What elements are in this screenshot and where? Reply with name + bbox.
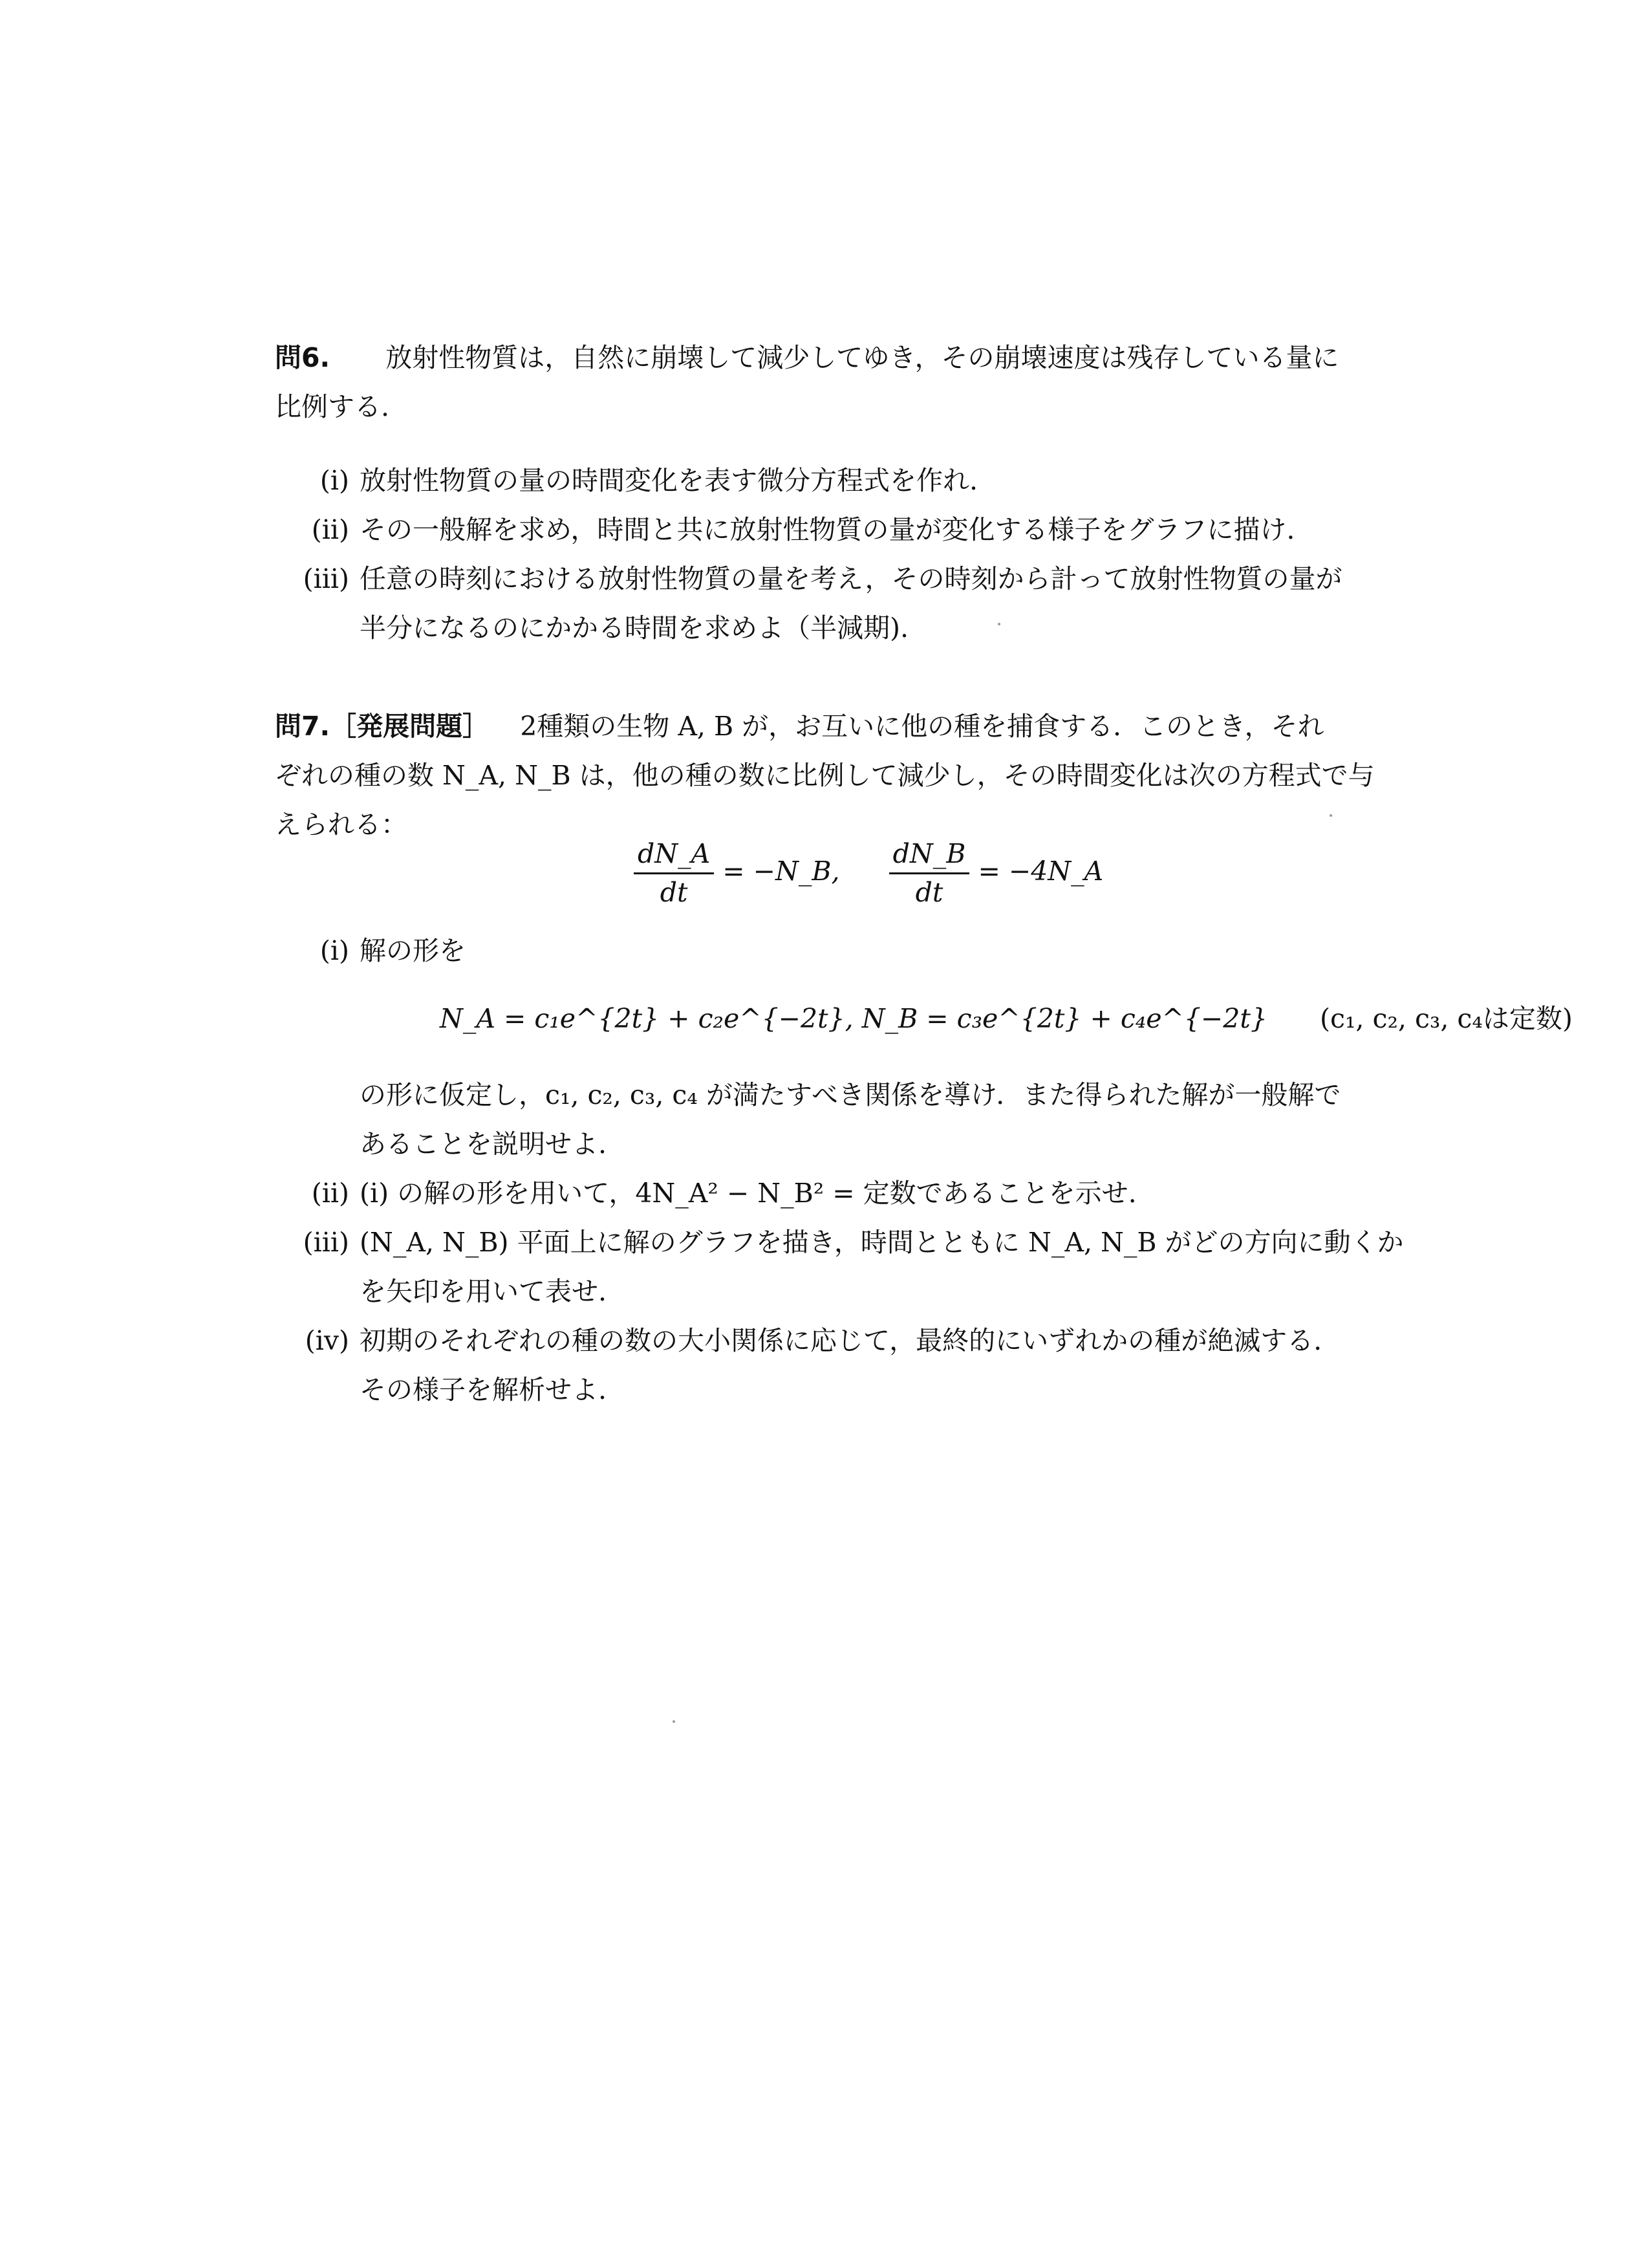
q7-solution-eq: N_A = c₁e^{2t} + c₂e^{−2t}, N_B = c₃e^{2t} + c₄e^{−2t}: [440, 1003, 1267, 1034]
q7-item-ii-num: (ii): [311, 1178, 349, 1209]
q7-solution-line: [440, 1003, 1573, 1034]
q7-solution-note: (c₁, c₂, c₃, c₄は定数): [1320, 1003, 1573, 1034]
q7-item-iii-num: (iii): [303, 1227, 349, 1258]
q7-first-line: [275, 713, 1324, 740]
q7-item-i-after-2: あることを説明せよ.: [360, 1129, 607, 1160]
eq2-numerator: dN_B: [889, 841, 970, 874]
eq1-fraction: [634, 838, 714, 908]
q6-item-ii: [281, 514, 1295, 545]
q6-label: 問6.: [275, 342, 330, 373]
q6-item-iii-cont: 半分になるのにかかる時間を求めよ（半減期).: [360, 612, 909, 643]
q6-item-ii-num: (ii): [311, 514, 349, 545]
eq2-fraction: [889, 838, 970, 908]
scan-speck: [673, 1720, 675, 1723]
q7-item-iv: [281, 1325, 1322, 1356]
q7-item-ii: [281, 1180, 1137, 1207]
q7-item-iii-cont: を矢印を用いて表せ.: [360, 1276, 607, 1307]
q7-item-i-text: 解の形を: [360, 935, 466, 966]
q7-intro-1: 2種類の生物 A, B が，お互いに他の種を捕食する．このとき，それ: [520, 711, 1324, 742]
q7-item-iv-cont: その様子を解析せよ.: [360, 1374, 607, 1405]
eq1-numerator: dN_A: [634, 841, 714, 874]
q7-item-iv-num: (iv): [305, 1325, 349, 1356]
q7-intro-2: ぞれの種の数 N_A, N_B は，他の種の数に比例して減少し，その時間変化は次の方程式で与: [275, 760, 1375, 791]
eq2-denominator: dt: [915, 877, 943, 908]
q7-equation: [634, 838, 1104, 908]
q7-label: 問7.［発展問題］: [275, 711, 490, 742]
q6-first-line: [275, 342, 1339, 373]
q7-item-i: [281, 935, 466, 966]
q7-item-ii-text: (i) の解の形を用いて，4N_A² − N_B² = 定数であることを示せ.: [360, 1178, 1137, 1209]
q7-item-i-after-1: の形に仮定し，c₁, c₂, c₃, c₄ が満たすべき関係を導け．また得られた解が一般解で: [360, 1079, 1341, 1110]
q7-item-iii-text: (N_A, N_B) 平面上に解のグラフを描き，時間とともに N_A, N_B がどの方向に動くか: [360, 1227, 1404, 1258]
q7-item-iii: [281, 1229, 1404, 1256]
q7-item-iv-text: 初期のそれぞれの種の数の大小関係に応じて，最終的にいずれかの種が絶滅する.: [360, 1325, 1322, 1356]
q6-intro-1: 放射性物質は，自然に崩壊して減少してゆき，その崩壊速度は残存している量に: [385, 342, 1339, 373]
scan-speck: [998, 623, 1000, 625]
scan-speck: [1330, 814, 1332, 817]
q6-item-iii-num: (iii): [303, 563, 349, 594]
q7-intro-3: えられる：: [275, 809, 407, 840]
q6-item-i: [281, 465, 978, 496]
q6-item-i-text: 放射性物質の量の時間変化を表す微分方程式を作れ.: [360, 465, 978, 496]
q6-item-i-num: (i): [319, 465, 349, 496]
q6-item-iii-text: 任意の時刻における放射性物質の量を考え，その時刻から計って放射性物質の量が: [360, 563, 1342, 594]
q7-item-i-num: (i): [319, 935, 349, 966]
q6-item-iii: [281, 563, 1342, 594]
eq1-denominator: dt: [660, 877, 688, 908]
q6-intro-2: 比例する.: [275, 391, 390, 422]
q6-item-ii-text: その一般解を求め，時間と共に放射性物質の量が変化する様子をグラフに描け.: [360, 514, 1295, 545]
eq2-rhs: = −4N_A: [978, 856, 1104, 887]
eq1-rhs: = −N_B,: [722, 856, 840, 887]
